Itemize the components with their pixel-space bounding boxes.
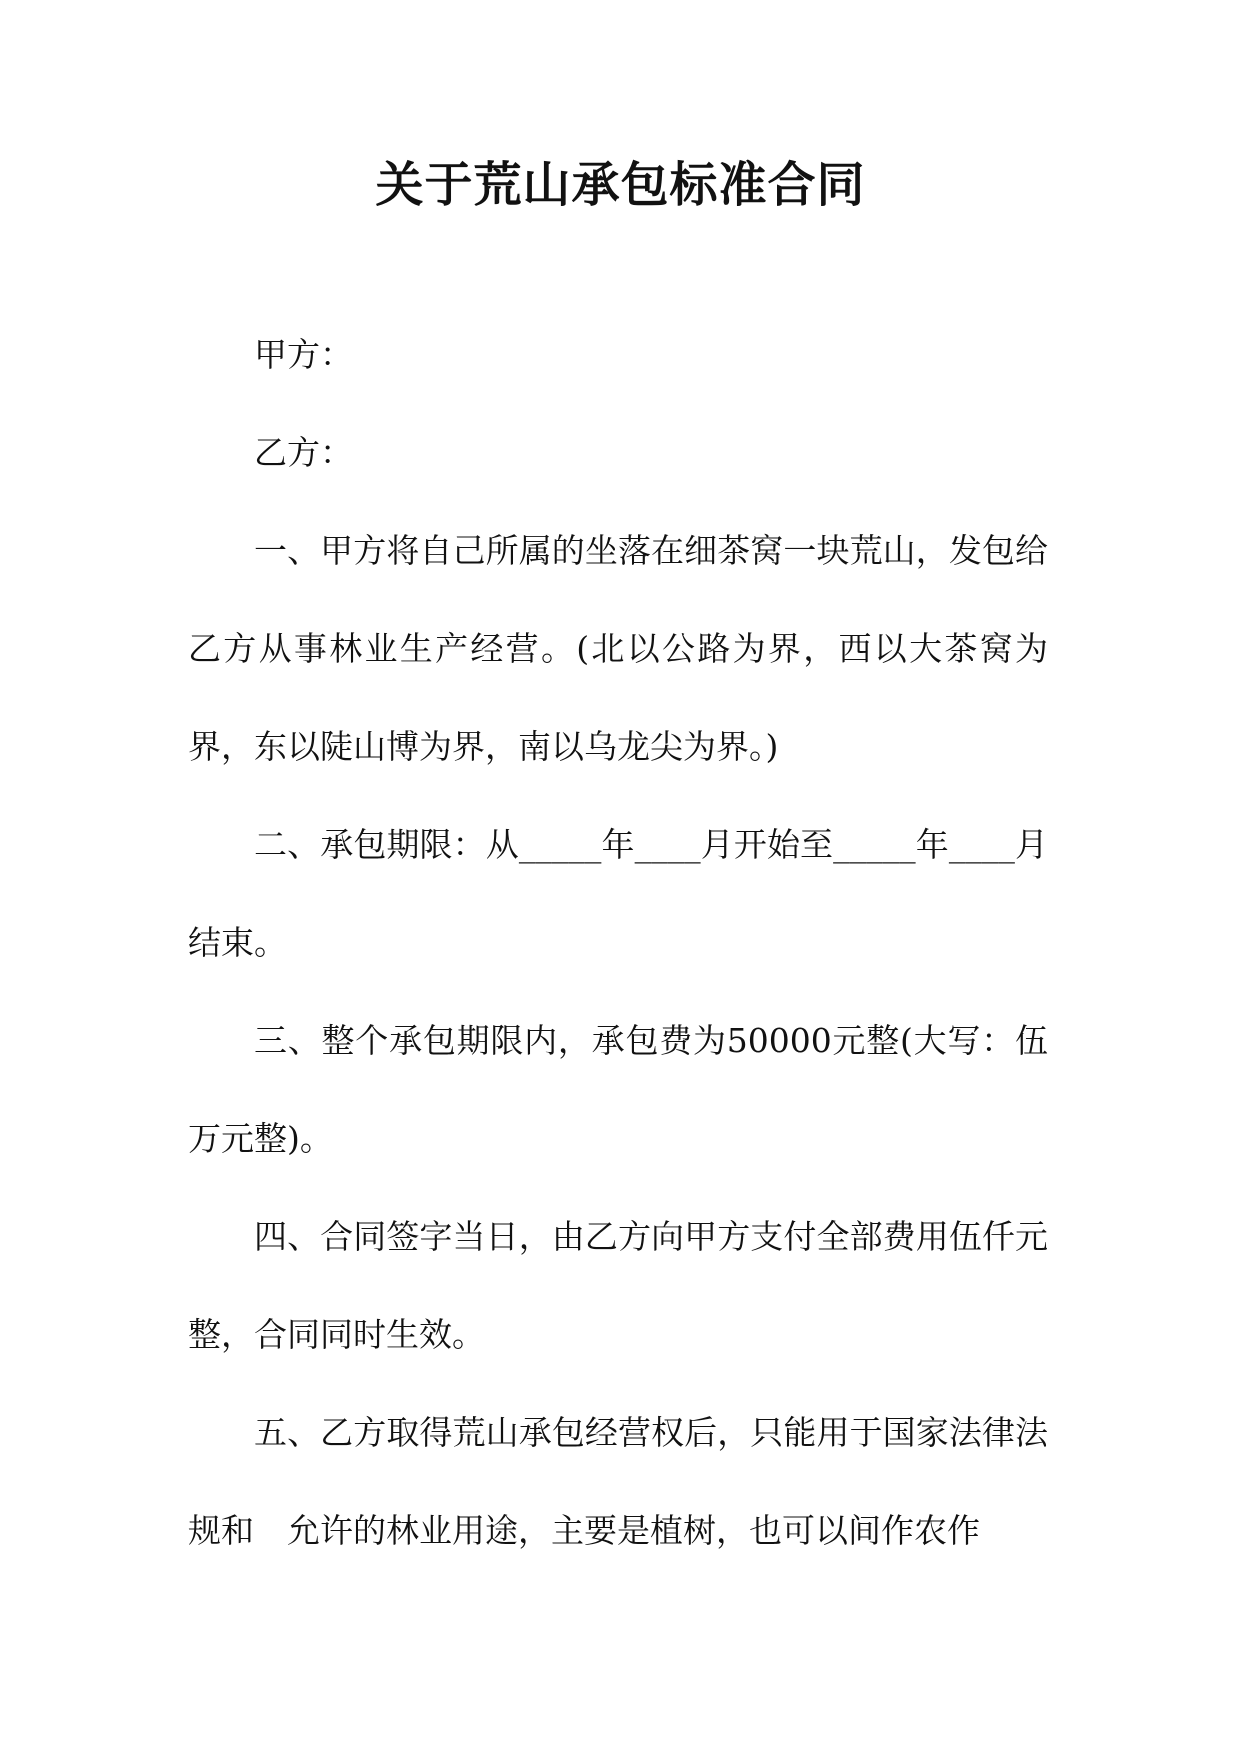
document-body [188,306,1048,1580]
clause-3: 三、整个承包期限内，承包费为50000元整(大写：伍万元整)。 [188,1021,1048,1158]
party-a-line: 甲方： [254,335,353,374]
document-title: 关于荒山承包标准合同 [375,157,866,213]
clause-5: 五、乙方取得荒山承包经营权后，只能用于国家法律法规和 允许的林业用途，主要是植树，也可以间作农作 [188,1413,1048,1550]
clause-1: 一、甲方将自己所属的坐落在细茶窝一块荒山，发包给乙方从事林业生产经营。(北以公路为界，西以大茶窝为界，东以陡山博为界，南以乌龙尖为界。) [188,531,1048,766]
party-b-line: 乙方： [254,433,353,472]
clause-4: 四、合同签字当日，由乙方向甲方支付全部费用伍仟元整，合同同时生效。 [188,1217,1048,1354]
clause-2: 二、承包期限：从_____年____月开始至_____年____月结束。 [188,825,1048,962]
